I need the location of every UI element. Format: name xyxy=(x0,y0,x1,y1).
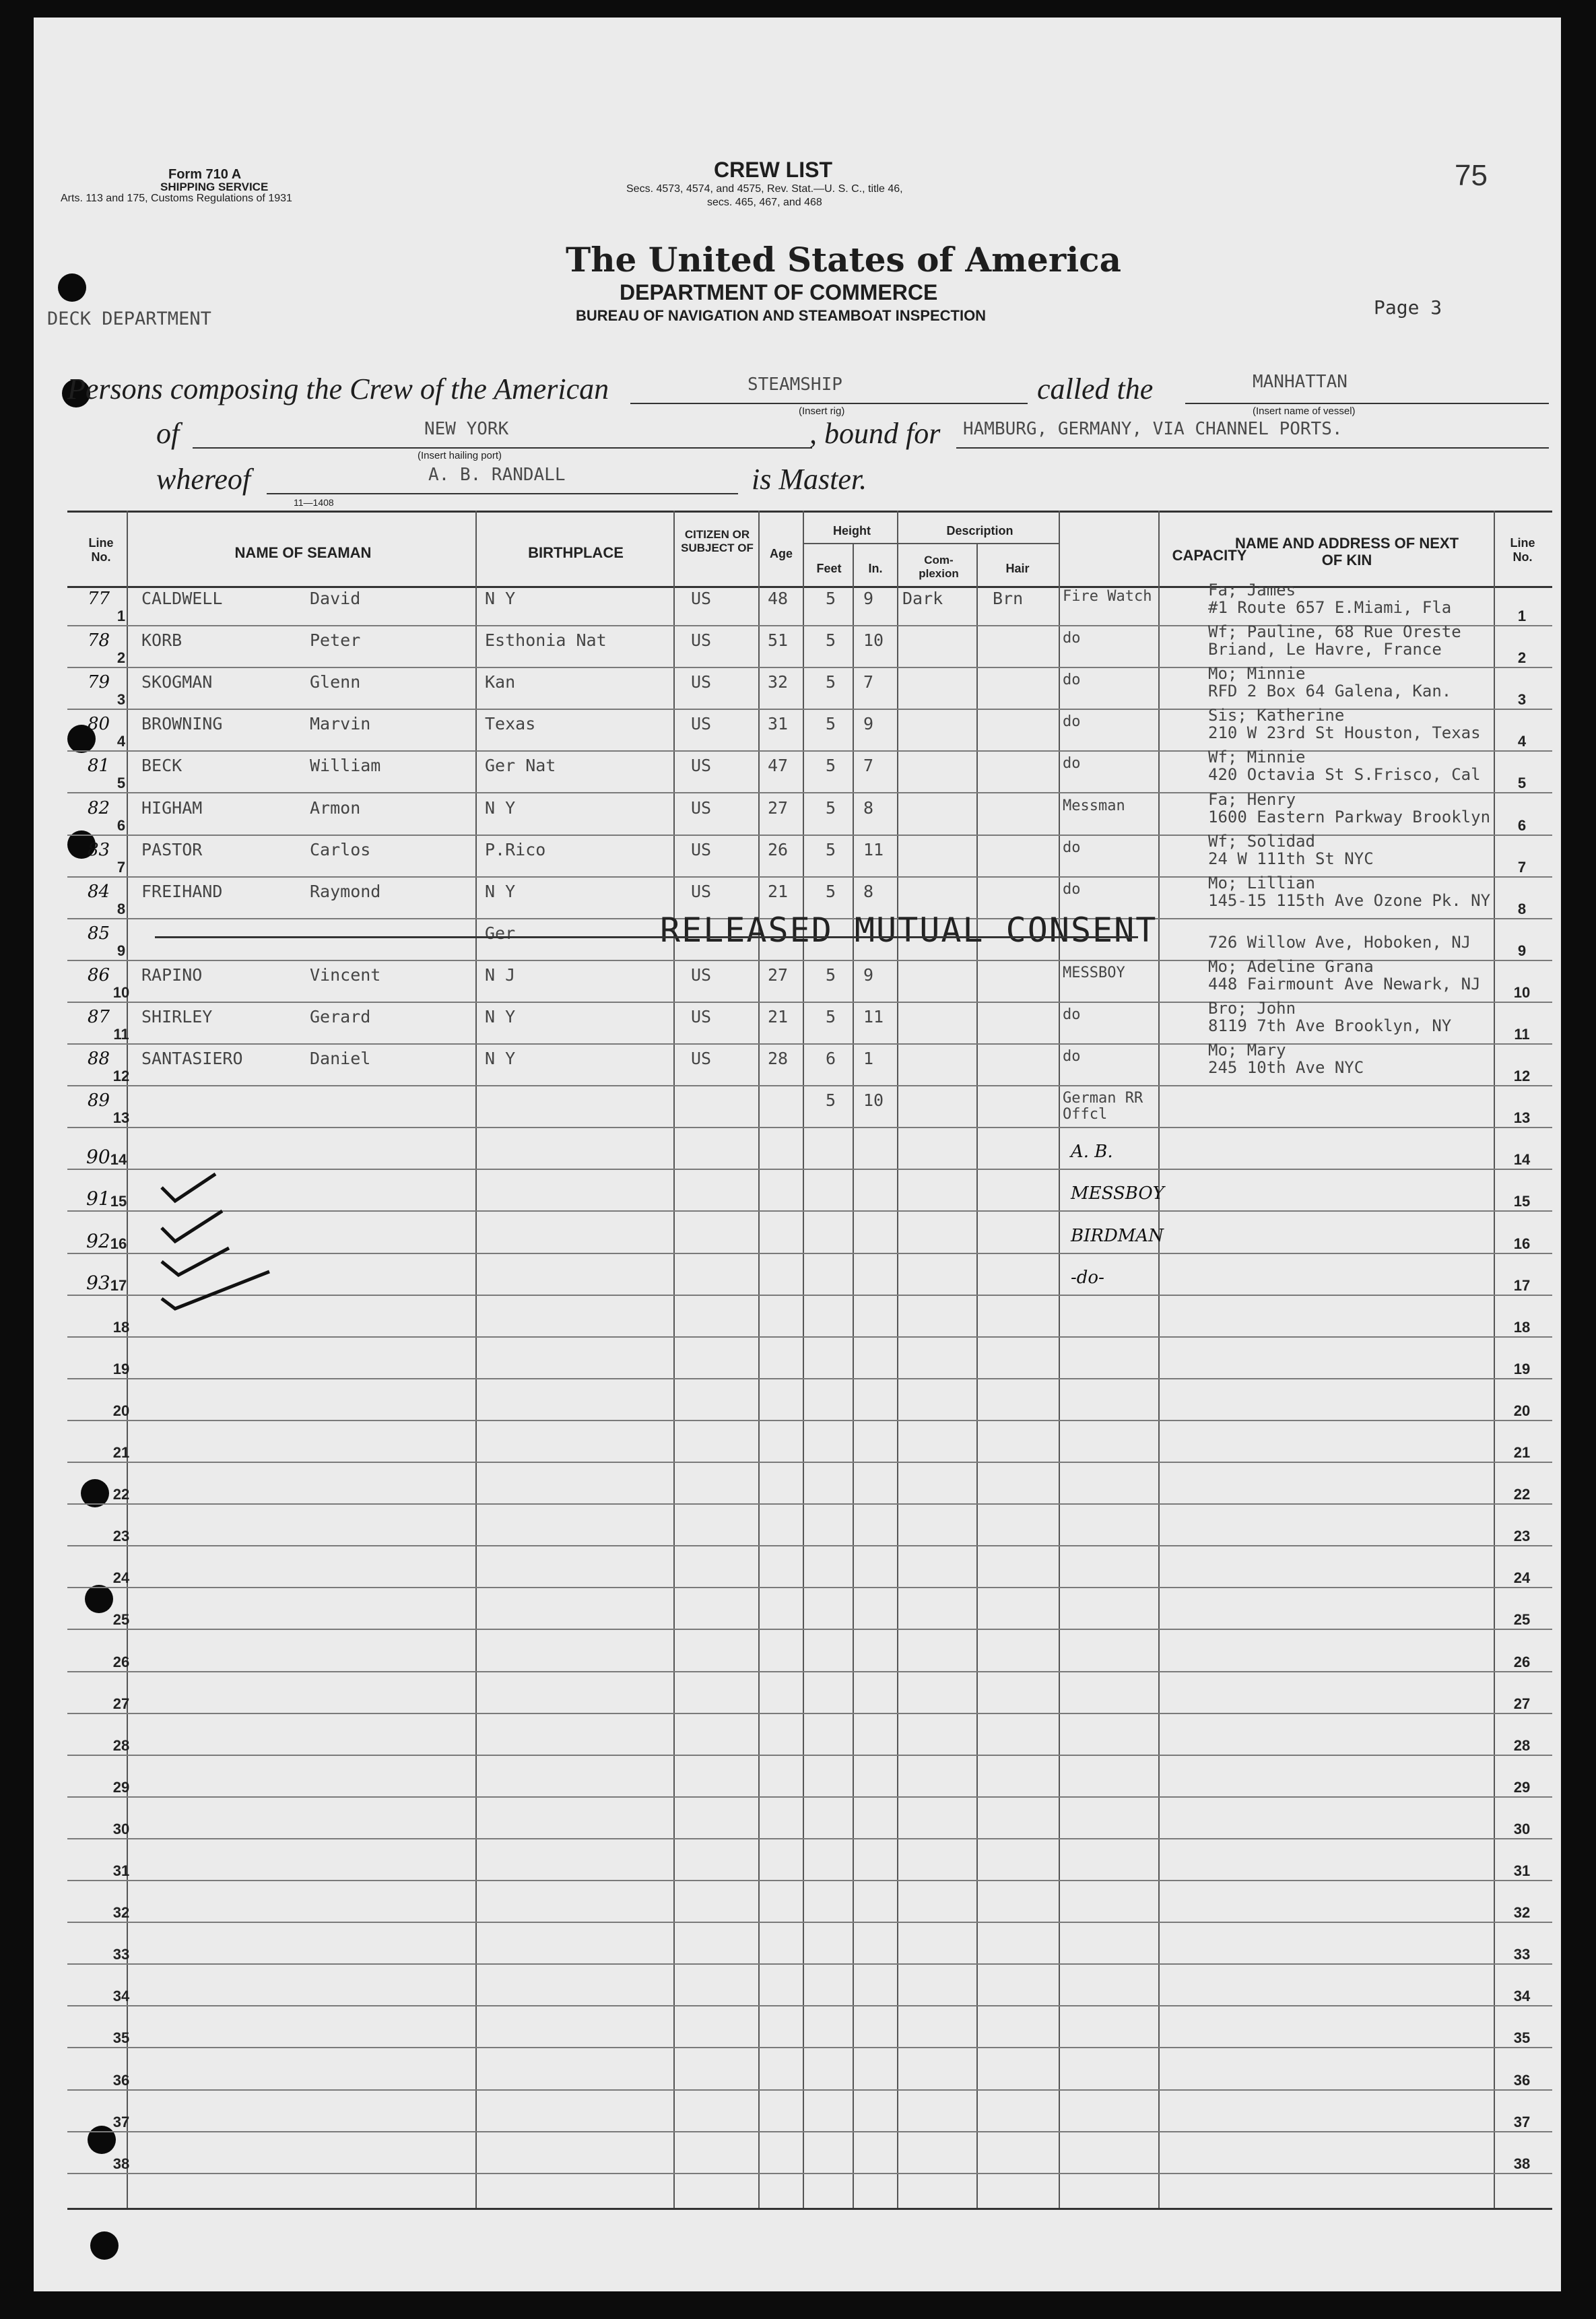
form-sections-line2: secs. 465, 467, and 468 xyxy=(707,197,822,208)
line-number: 14 xyxy=(110,1151,127,1168)
surname: BROWNING xyxy=(141,714,223,733)
col-name-of-seaman: NAME OF SEAMAN xyxy=(234,544,372,561)
line-number: 29 xyxy=(112,1779,130,1796)
col-hair: Hair xyxy=(1005,562,1030,575)
check-icon xyxy=(162,1272,269,1309)
given-name: William xyxy=(310,756,381,775)
birthplace: N Y xyxy=(485,1049,516,1068)
seq-number: 91 xyxy=(86,1187,110,1210)
print-code: 11—1408 xyxy=(294,497,334,508)
birthplace: P.Rico xyxy=(485,840,546,859)
line-number: 20 xyxy=(112,1402,130,1419)
height-feet: 5 xyxy=(826,965,836,985)
capacity: do xyxy=(1063,1006,1081,1023)
seq-number: 92 xyxy=(86,1230,110,1252)
rig-value: STEAMSHIP xyxy=(747,374,842,395)
form-service: SHIPPING SERVICE xyxy=(160,181,269,193)
seq-number: 86 xyxy=(88,965,110,985)
height-inches: 1 xyxy=(863,1049,874,1068)
line-number: 28 xyxy=(112,1737,130,1754)
age: 31 xyxy=(768,714,789,733)
line-number-right: 11 xyxy=(1514,1026,1530,1043)
line-number: 36 xyxy=(112,2072,130,2089)
height-feet: 5 xyxy=(826,798,836,818)
bound-label: , bound for xyxy=(809,417,941,450)
seq-number: 79 xyxy=(88,672,110,692)
line-number-right: 22 xyxy=(1513,1486,1531,1503)
line-number: 22 xyxy=(112,1486,130,1503)
kin-address: 145-15 115th Ave Ozone Pk. NY xyxy=(1208,891,1491,910)
line-number-right: 18 xyxy=(1513,1319,1531,1336)
deck-department-stamp: DECK DEPARTMENT xyxy=(47,308,211,329)
capacity: A. B. xyxy=(1071,1142,1113,1162)
height-inches: 7 xyxy=(863,756,874,775)
country-heading: The United States of America xyxy=(566,240,1122,280)
height-inches: 9 xyxy=(863,589,874,608)
crew-list-sheet xyxy=(34,18,1561,2291)
age: 48 xyxy=(768,589,789,608)
capacity: do xyxy=(1063,755,1081,772)
line-number: 3 xyxy=(117,691,126,708)
line-number: 2 xyxy=(117,649,126,666)
kin-name: Mo; Minnie xyxy=(1208,664,1306,683)
citizen: US xyxy=(691,1049,712,1068)
called-label: called the xyxy=(1037,372,1154,405)
surname: SKOGMAN xyxy=(141,672,213,692)
kin-address: 8119 7th Ave Brooklyn, NY xyxy=(1208,1016,1452,1035)
line-number: 38 xyxy=(112,2155,130,2172)
form-number: Form 710 A xyxy=(168,167,242,182)
birthplace: N Y xyxy=(485,589,516,608)
height-inches: 8 xyxy=(863,798,874,818)
line-number: 19 xyxy=(112,1361,130,1377)
line-number-right: 32 xyxy=(1513,1904,1531,1921)
line-number: 31 xyxy=(112,1862,130,1879)
height-feet: 5 xyxy=(826,1090,836,1110)
line-number: 21 xyxy=(112,1444,130,1461)
kin-address: 24 W 111th St NYC xyxy=(1208,849,1374,868)
line-number-right: 36 xyxy=(1513,2072,1531,2089)
col-citizen: CITIZEN OR SUBJECT OF xyxy=(681,528,754,554)
line-number-right: 21 xyxy=(1513,1444,1531,1461)
of-label: of xyxy=(156,417,180,450)
line-number: 30 xyxy=(112,1821,130,1837)
kin-address: 448 Fairmount Ave Newark, NJ xyxy=(1208,975,1481,993)
line-number: 33 xyxy=(112,1946,130,1963)
given-name: Daniel xyxy=(310,1049,371,1068)
age: 27 xyxy=(768,798,789,818)
citizen: US xyxy=(691,965,712,985)
bureau-heading: BUREAU OF NAVIGATION AND STEAMBOAT INSPECTION xyxy=(576,307,987,324)
line-number-right: 20 xyxy=(1513,1402,1531,1419)
line-number: 5 xyxy=(117,775,126,791)
col-line-no-right: Line No. xyxy=(1510,536,1535,564)
col-height: Height xyxy=(833,524,871,537)
vessel-caption: (Insert name of vessel) xyxy=(1253,405,1356,417)
line-number-right: 27 xyxy=(1513,1695,1531,1712)
kin-name: Wf; Pauline, 68 Rue Oreste xyxy=(1208,622,1461,641)
line-number: 24 xyxy=(112,1569,130,1586)
citizen: US xyxy=(691,1007,712,1026)
handwritten-checkmarks xyxy=(155,1171,290,1319)
line-number: 8 xyxy=(117,901,126,917)
age: 47 xyxy=(768,756,789,775)
surname: CALDWELL xyxy=(141,589,223,608)
line-number: 37 xyxy=(112,2114,130,2130)
given-name: Marvin xyxy=(310,714,371,733)
line-number-right: 24 xyxy=(1513,1569,1531,1586)
kin-name: Wf; Solidad xyxy=(1208,832,1315,851)
birthplace: Ger Nat xyxy=(485,756,556,775)
line-number-right: 3 xyxy=(1517,691,1527,708)
line-number-right: 5 xyxy=(1517,775,1527,791)
line-number: 27 xyxy=(112,1695,130,1712)
line-number-right: 17 xyxy=(1513,1277,1531,1294)
line-number: 6 xyxy=(117,817,126,834)
given-name: Raymond xyxy=(310,882,381,901)
citizen: US xyxy=(691,882,712,901)
capacity: do xyxy=(1063,1048,1081,1065)
line-number: 32 xyxy=(112,1904,130,1921)
kin-address: #1 Route 657 E.Miami, Fla xyxy=(1208,598,1452,617)
kin-name: Mo; Mary xyxy=(1208,1041,1286,1059)
citizen: US xyxy=(691,798,712,818)
height-feet: 5 xyxy=(826,630,836,650)
height-inches: 10 xyxy=(863,630,884,650)
line-number: 4 xyxy=(117,733,126,750)
surname: KORB xyxy=(141,630,182,650)
capacity: BIRDMAN xyxy=(1071,1226,1164,1246)
line-number-right: 35 xyxy=(1513,2029,1531,2046)
seq-number: 84 xyxy=(88,882,110,902)
height-feet: 5 xyxy=(826,589,836,608)
kin-address: RFD 2 Box 64 Galena, Kan. xyxy=(1208,682,1452,700)
line-number: 18 xyxy=(112,1319,130,1336)
birthplace: Texas xyxy=(485,714,536,733)
line-number-right: 10 xyxy=(1513,984,1531,1001)
line-number: 7 xyxy=(117,859,126,876)
line-number-right: 16 xyxy=(1513,1235,1531,1252)
line-number: 23 xyxy=(112,1528,130,1544)
form-regulations: Arts. 113 and 175, Customs Regulations of 1931 xyxy=(61,193,292,204)
birthplace: Ger xyxy=(485,923,516,943)
given-name: Vincent xyxy=(310,965,381,985)
form-title: CREW LIST xyxy=(714,158,832,182)
citizen: US xyxy=(691,840,712,859)
given-name: Gerard xyxy=(310,1007,371,1026)
height-feet: 5 xyxy=(826,840,836,859)
capacity: -do- xyxy=(1071,1268,1104,1288)
seq-number: 88 xyxy=(88,1049,110,1069)
line-number-right: 13 xyxy=(1513,1109,1531,1126)
crew-table xyxy=(34,18,1561,2291)
col-next-of-kin: NAME AND ADDRESS OF NEXT OF KIN xyxy=(1234,535,1459,569)
kin-address: 420 Octavia St S.Frisco, Cal xyxy=(1208,765,1481,784)
capacity: Messman xyxy=(1063,797,1125,814)
capacity: do xyxy=(1063,672,1081,688)
capacity: Fire Watch xyxy=(1063,588,1152,605)
kin-name: Wf; Minnie xyxy=(1208,748,1306,766)
line-number-right: 34 xyxy=(1513,1988,1531,2004)
col-capacity: CAPACITY xyxy=(1172,547,1247,564)
kin-name: Sis; Katherine xyxy=(1208,706,1345,725)
given-name: Glenn xyxy=(310,672,361,692)
height-inches: 10 xyxy=(863,1090,884,1110)
line-number-right: 4 xyxy=(1517,733,1527,750)
department-heading: DEPARTMENT OF COMMERCE xyxy=(620,280,938,304)
citizen: US xyxy=(691,672,712,692)
col-complexion: Com- plexion xyxy=(919,554,959,580)
kin-address: 245 10th Ave NYC xyxy=(1208,1058,1364,1077)
check-icon xyxy=(162,1211,222,1241)
line-number-right: 29 xyxy=(1513,1779,1531,1796)
height-feet: 5 xyxy=(826,672,836,692)
kin-name: Mo; Adeline Grana xyxy=(1208,957,1374,976)
seq-number: 81 xyxy=(88,756,110,776)
line-number-right: 8 xyxy=(1517,901,1527,917)
birthplace: N J xyxy=(485,965,516,985)
birthplace: Kan xyxy=(485,672,516,692)
line-number: 17 xyxy=(110,1277,127,1294)
height-feet: 5 xyxy=(826,882,836,901)
line-number: 10 xyxy=(112,984,130,1001)
given-name: Carlos xyxy=(310,840,371,859)
line-number: 34 xyxy=(112,1988,130,2004)
height-feet: 5 xyxy=(826,1007,836,1026)
surname: SHIRLEY xyxy=(141,1007,213,1026)
line-number: 16 xyxy=(110,1235,127,1252)
bound-value: HAMBURG, GERMANY, VIA CHANNEL PORTS. xyxy=(963,419,1343,439)
col-description: Description xyxy=(946,524,1013,537)
capacity: do xyxy=(1063,630,1081,647)
birthplace: N Y xyxy=(485,798,516,818)
given-name: Armon xyxy=(310,798,361,818)
kin-address: 726 Willow Ave, Hoboken, NJ xyxy=(1208,933,1471,952)
kin-address: 1600 Eastern Parkway Brooklyn xyxy=(1208,808,1491,826)
port-caption: (Insert hailing port) xyxy=(418,450,502,461)
line-number: 35 xyxy=(112,2029,130,2046)
line-number: 9 xyxy=(117,942,126,959)
col-birthplace: BIRTHPLACE xyxy=(528,544,624,561)
height-feet: 6 xyxy=(826,1049,836,1068)
surname: BECK xyxy=(141,756,182,775)
line-number: 15 xyxy=(110,1193,127,1210)
kin-address: 210 W 23rd St Houston, Texas xyxy=(1208,723,1481,742)
line-number: 25 xyxy=(112,1611,130,1628)
citizen: US xyxy=(691,630,712,650)
height-inches: 11 xyxy=(863,840,884,859)
kin-name: Fa; James xyxy=(1208,581,1296,599)
birthplace: Esthonia Nat xyxy=(485,630,607,650)
line-number-right: 12 xyxy=(1513,1068,1531,1084)
vessel-value: MANHATTAN xyxy=(1253,372,1348,392)
citizen: US xyxy=(691,756,712,775)
seq-number: 83 xyxy=(88,840,110,860)
seq-number: 89 xyxy=(88,1090,110,1111)
line-number: 11 xyxy=(113,1026,129,1043)
seq-number: 85 xyxy=(88,923,110,944)
birthplace: N Y xyxy=(485,882,516,901)
capacity: do xyxy=(1063,881,1081,898)
age: 21 xyxy=(768,882,789,901)
form-sections-line1: Secs. 4573, 4574, and 4575, Rev. Stat.—U. S. C., title 46, xyxy=(626,183,903,195)
line-number-right: 33 xyxy=(1513,1946,1531,1963)
released-stamp: RELEASED MUTUAL CONSENT xyxy=(660,911,1158,950)
age: 27 xyxy=(768,965,789,985)
seq-number: 78 xyxy=(88,630,110,651)
check-icon xyxy=(162,1174,215,1201)
birthplace: N Y xyxy=(485,1007,516,1026)
capacity: do xyxy=(1063,839,1081,856)
line-number-right: 26 xyxy=(1513,1654,1531,1670)
citizen: US xyxy=(691,589,712,608)
seq-number: 82 xyxy=(88,798,110,818)
kin-name: Bro; John xyxy=(1208,999,1296,1018)
line-number-right: 9 xyxy=(1517,942,1527,959)
seq-number: 93 xyxy=(86,1272,110,1294)
capacity: German RR Offcl xyxy=(1063,1090,1143,1123)
master-value: A. B. RANDALL xyxy=(428,465,566,485)
persons-label: Persons composing the Crew of the American xyxy=(67,372,609,405)
line-number-right: 25 xyxy=(1513,1611,1531,1628)
line-number-right: 31 xyxy=(1513,1862,1531,1879)
line-number-right: 19 xyxy=(1513,1361,1531,1377)
height-inches: 8 xyxy=(863,882,874,901)
line-number-right: 37 xyxy=(1513,2114,1531,2130)
height-feet: 5 xyxy=(826,756,836,775)
line-number-right: 2 xyxy=(1517,649,1527,666)
height-inches: 11 xyxy=(863,1007,884,1026)
col-feet: Feet xyxy=(816,562,842,575)
capacity: MESSBOY xyxy=(1063,965,1125,981)
given-name: David xyxy=(310,589,361,608)
age: 26 xyxy=(768,840,789,859)
page-stamp: Page 3 xyxy=(1374,296,1442,319)
port-value: NEW YORK xyxy=(424,419,509,439)
line-number: 26 xyxy=(112,1654,130,1670)
line-number-right: 1 xyxy=(1517,608,1527,624)
citizen: US xyxy=(691,714,712,733)
hair: Brn xyxy=(993,589,1024,608)
line-number-right: 30 xyxy=(1513,1821,1531,1837)
line-number-right: 15 xyxy=(1513,1193,1531,1210)
given-name: Peter xyxy=(310,630,361,650)
seq-number: 90 xyxy=(86,1146,110,1168)
line-number-right: 23 xyxy=(1513,1528,1531,1544)
col-inches: In. xyxy=(868,562,883,575)
col-line-no: Line No. xyxy=(88,536,114,564)
line-number-right: 6 xyxy=(1517,817,1527,834)
complexion: Dark xyxy=(902,589,943,608)
surname: RAPINO xyxy=(141,965,203,985)
height-feet: 5 xyxy=(826,714,836,733)
kin-address: Briand, Le Havre, France xyxy=(1208,640,1442,659)
line-number-right: 7 xyxy=(1517,859,1527,876)
surname: PASTOR xyxy=(141,840,203,859)
kin-name: Mo; Lillian xyxy=(1208,874,1315,892)
line-number-right: 38 xyxy=(1513,2155,1531,2172)
line-number: 13 xyxy=(112,1109,130,1126)
age: 28 xyxy=(768,1049,789,1068)
master-label: is Master. xyxy=(752,463,867,496)
height-inches: 9 xyxy=(863,965,874,985)
capacity: do xyxy=(1063,713,1081,730)
age: 51 xyxy=(768,630,789,650)
height-inches: 9 xyxy=(863,714,874,733)
capacity: MESSBOY xyxy=(1071,1183,1164,1204)
surname: FREIHAND xyxy=(141,882,223,901)
line-number: 1 xyxy=(117,608,126,624)
whereof-label: whereof xyxy=(156,463,251,496)
seq-number: 80 xyxy=(88,714,110,734)
surname: HIGHAM xyxy=(141,798,203,818)
page-number: 75 xyxy=(1455,159,1488,192)
kin-name: Fa; Henry xyxy=(1208,790,1296,809)
age: 21 xyxy=(768,1007,789,1026)
age: 32 xyxy=(768,672,789,692)
line-number: 12 xyxy=(112,1068,130,1084)
check-icon xyxy=(162,1248,229,1275)
seq-number: 87 xyxy=(88,1007,110,1027)
rig-caption: (Insert rig) xyxy=(799,405,845,417)
line-number-right: 28 xyxy=(1513,1737,1531,1754)
col-age: Age xyxy=(769,547,793,560)
line-number-right: 14 xyxy=(1513,1151,1531,1168)
height-inches: 7 xyxy=(863,672,874,692)
seq-number: 77 xyxy=(88,589,110,609)
surname: SANTASIERO xyxy=(141,1049,243,1068)
